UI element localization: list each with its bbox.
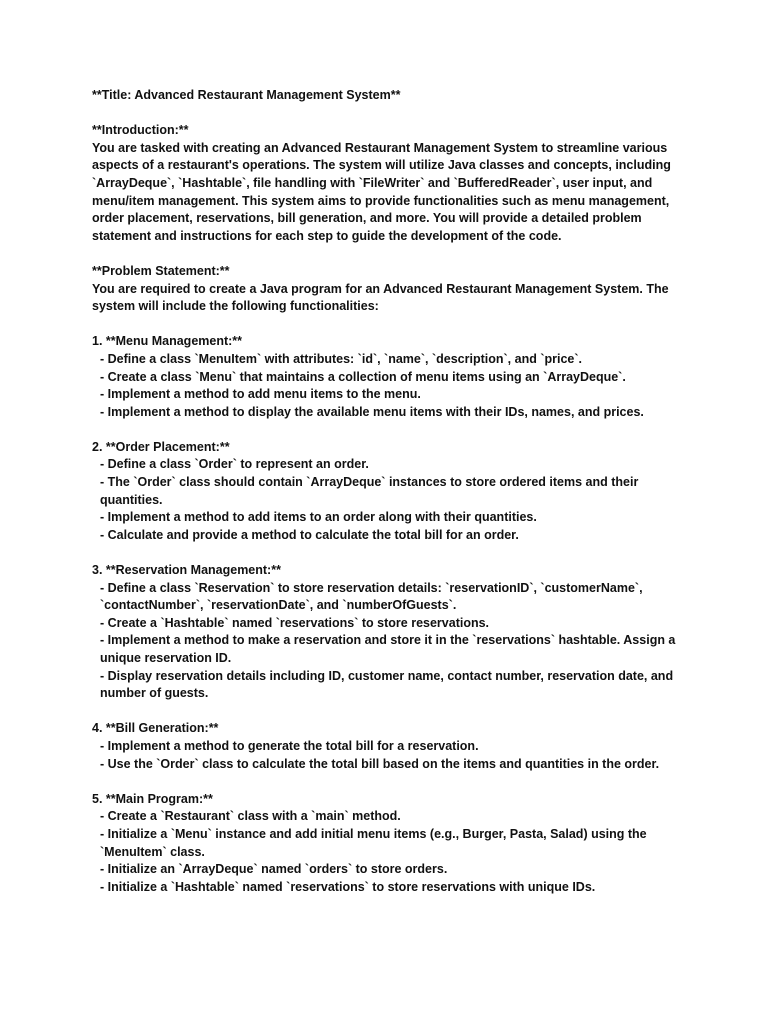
list-item: - The `Order` class should contain `ArrayDeque` instances to store ordered items and their quantities. (100, 475, 642, 507)
section-heading: 1. **Menu Management:** (92, 334, 243, 349)
section-heading: 3. **Reservation Management:** (92, 563, 281, 578)
document-page (92, 87, 692, 896)
list-item: - Use the `Order` class to calculate the total bill based on the items and quantities in the order. (100, 756, 660, 771)
list-item: - Define a class `MenuItem` with attributes: `id`, `name`, `description`, and `price`. (100, 351, 582, 366)
section-reservation-management (92, 562, 692, 703)
document-title: **Title: Advanced Restaurant Management System** (92, 88, 401, 102)
list-item: - Implement a method to add menu items to the menu. (100, 387, 421, 402)
list-item: - Implement a method to generate the total bill for a reservation. (100, 738, 479, 753)
list-item: - Implement a method to make a reservation and store it in the `reservations` hashtable. Assign a unique reservation ID. (100, 633, 679, 665)
introduction-heading: **Introduction:** (92, 123, 189, 138)
section-bill-generation (92, 720, 692, 773)
list-item: - Define a class `Order` to represent an order. (100, 457, 369, 472)
problem-statement-section (92, 263, 692, 316)
list-item: - Implement a method to add items to an order along with their quantities. (100, 510, 537, 525)
section-heading: 5. **Main Program:** (92, 791, 213, 806)
problem-statement-heading: **Problem Statement:** (92, 263, 230, 278)
list-item: - Initialize an `ArrayDeque` named `orders` to store orders. (100, 862, 448, 877)
problem-statement-text: You are required to create a Java program for an Advanced Restaurant Management System. The system will include the following functionalities: (92, 281, 673, 314)
section-heading: 4. **Bill Generation:** (92, 721, 219, 736)
section-main-program (92, 791, 692, 897)
section-order-placement (92, 439, 692, 545)
list-item: - Create a class `Menu` that maintains a collection of menu items using an `ArrayDeque`. (100, 369, 626, 384)
introduction-section (92, 122, 692, 245)
list-item: - Initialize a `Menu` instance and add initial menu items (e.g., Burger, Pasta, Salad) using the `MenuItem` class. (100, 826, 651, 859)
list-item: - Initialize a `Hashtable` named `reservations` to store reservations with unique IDs. (100, 879, 596, 894)
list-item: - Implement a method to display the available menu items with their IDs, names, and prices. (100, 404, 644, 419)
section-menu-management (92, 333, 692, 421)
list-item: - Define a class `Reservation` to store reservation details: `reservationID`, `customerName`, `contactNumber`, `reservationDate`, and `numberOfGuests`. (100, 580, 647, 613)
list-item: - Calculate and provide a method to calculate the total bill for an order. (100, 527, 519, 542)
introduction-text: You are tasked with creating an Advanced Restaurant Management System to streamline various aspects of a restaurant's operations. The system will utilize Java classes and concepts, including `ArrayDeque`, `Hashtable`, file handling with `FileWriter` and `BufferedReader`, user input, and menu/item management. This system aims to provide functionalities such as menu management, order placement, reservations, bill generation, and more. You will provide a detailed problem statement and instructions for each step to guide the development of the code. (92, 140, 675, 243)
section-heading: 2. **Order Placement:** (92, 439, 230, 454)
list-item: - Display reservation details including ID, customer name, contact number, reservation date, and number of guests. (100, 668, 677, 701)
list-item: - Create a `Restaurant` class with a `main` method. (100, 809, 401, 824)
list-item: - Create a `Hashtable` named `reservations` to store reservations. (100, 615, 490, 630)
